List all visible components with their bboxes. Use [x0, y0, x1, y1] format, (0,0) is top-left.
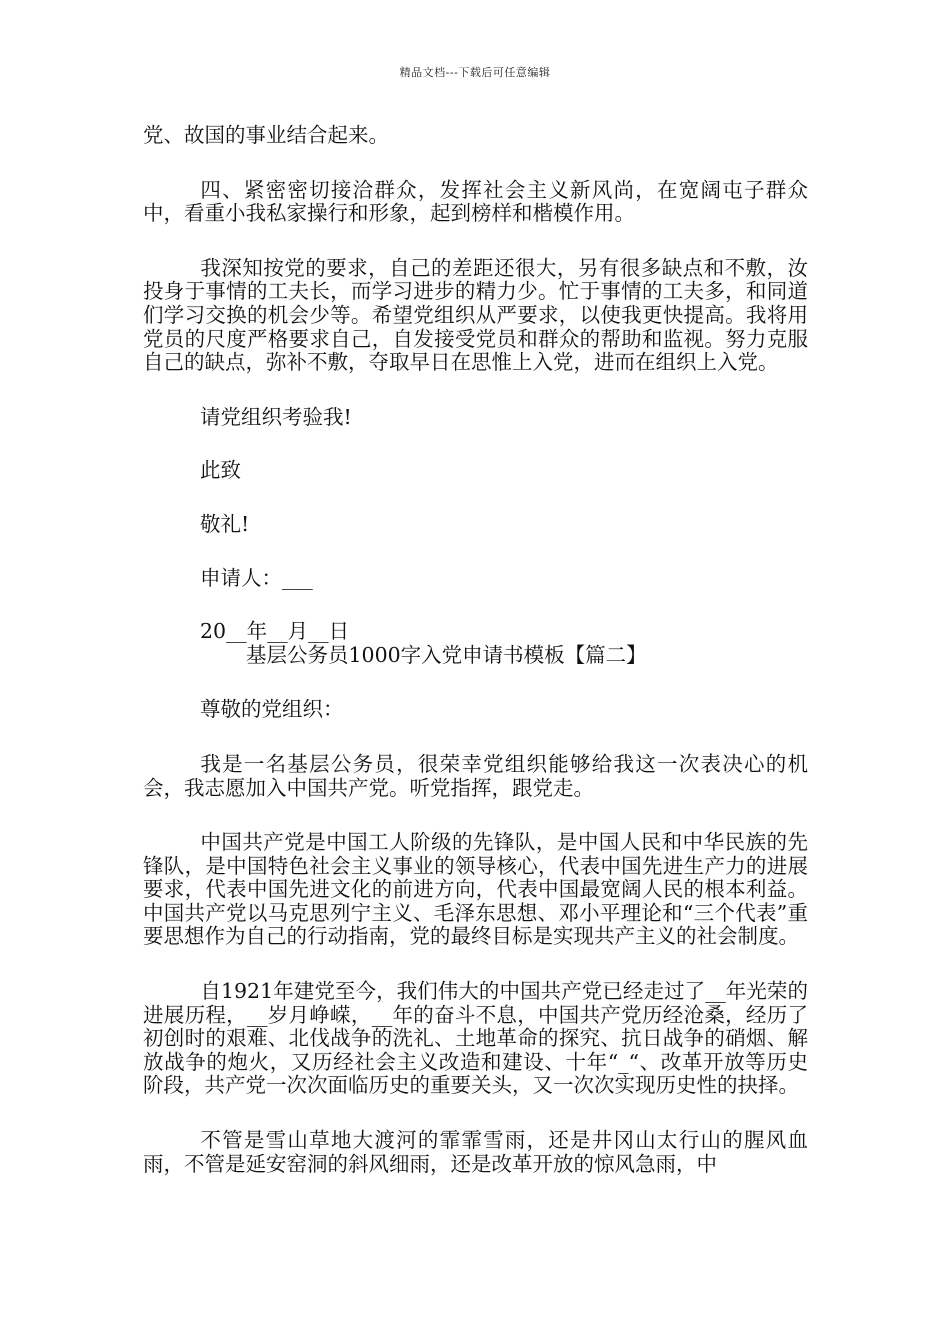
- paragraph-party: 中国共产党是中国工人阶级的先锋队，是中国人民和中华民族的先锋队，是中国特色社会主义事业的领导核心，代表中国先进生产力的进展要求，代表中国先进文化的前进方向，代表中国最宽阔人民的根本利益。中国共产党以马克思列宁主义、毛泽东思想、邓小平理论和“三个代表”重要思想作为自己的行动指南，党的最终目标是实现共产主义的社会制度。: [143, 830, 808, 949]
- paragraph-continued: 党、故国的事业结合起来。: [143, 123, 389, 147]
- closing-cizhi: 此致: [200, 458, 241, 483]
- applicant-line: 申请人：___: [200, 565, 313, 590]
- date-line: 20__年__月__日: [200, 619, 350, 644]
- salutation: 尊敬的党组织：: [200, 697, 344, 722]
- paragraph-last: 不管是雪山草地大渡河的霏霏雪雨，还是井冈山太行山的腥风血雨，不管是延安窑洞的斜风细雨，还是改革开放的惊风急雨，中: [143, 1128, 808, 1176]
- page-header: 精品文档---下载后可任意编辑: [399, 66, 551, 79]
- document-body: [143, 124, 808, 1176]
- paragraph-history: 自1921年建党至今，我们伟大的中国共产党已经走过了__年光荣的进展历程，__岁月峥嵘，__年的奋斗不息，中国共产党历经沧桑，经历了初创时的艰难、北伐战争的洗礼、土地革命的探究、抗日战争的硝烟、解放战争的炮火，又历经社会主义改造和建设、十年“_“、改革开放等历史阶段，共产党一次次面临历史的重要关头，又一次次实现历史性的抉择。: [143, 979, 808, 1098]
- paragraph-gap: 我深知按党的要求，自己的差距还很大，另有很多缺点和不敷，汝投身于事情的工夫长，而学习进步的精力少。忙于事情的工夫多，和同道们学习交换的机会少等。希望党组织从严要求，以使我更快提高。我将用党员的尺度严格要求自己，自发接受党员和群众的帮助和监视。努力克服自己的缺点，弥补不敷，夺取早日在思惟上入党，进而在组织上入党。: [143, 255, 808, 375]
- closing-jingli: 敬礼!: [200, 511, 250, 536]
- request-line: 请党组织考验我!: [200, 404, 352, 429]
- paragraph-four: 四、紧密密切接洽群众，发挥社会主义新风尚，在宽阔屯子群众中，看重小我私家操行和形象，起到榜样和楷模作用。: [143, 177, 808, 226]
- section-title: 基层公务员1000字入党申请书模板【篇二】: [246, 642, 647, 667]
- paragraph-intro: 我是一名基层公务员，很荣幸党组织能够给我这一次表决心的机会，我志愿加入中国共产党。听党指挥，跟党走。: [143, 751, 808, 800]
